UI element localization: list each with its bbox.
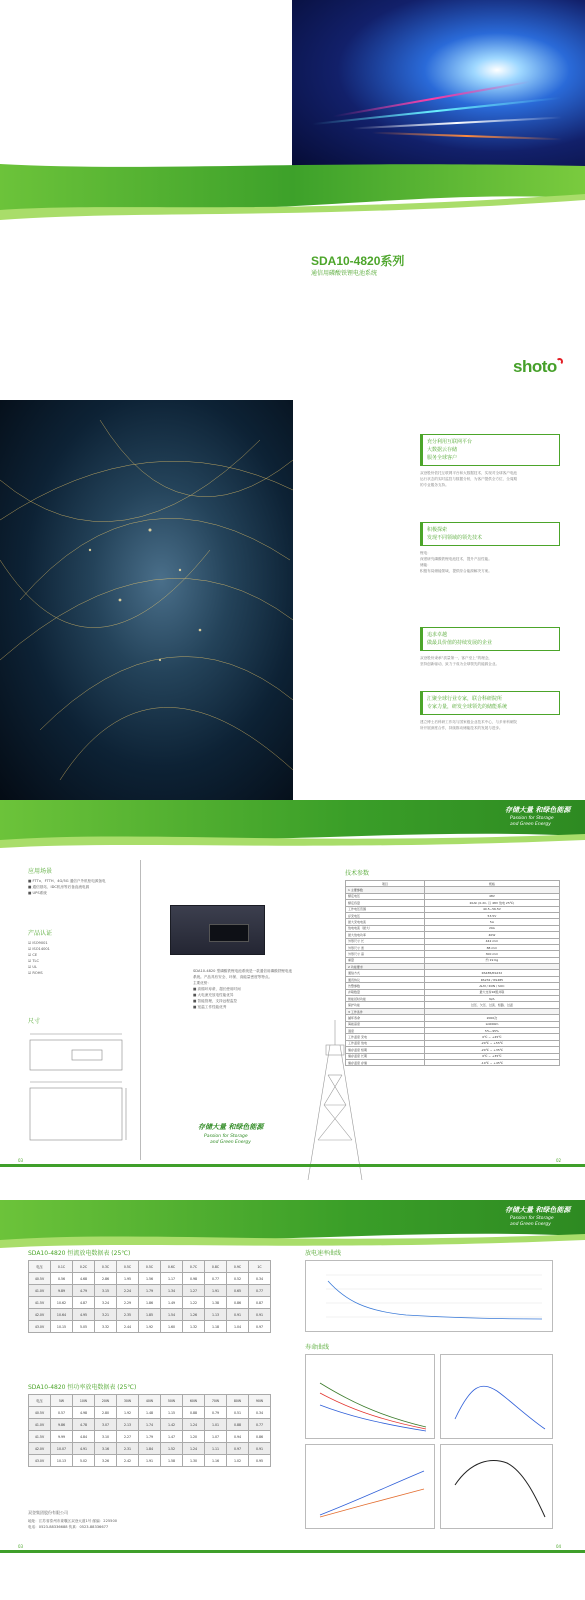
table-cell: 1.22 (183, 1297, 205, 1309)
header-cell: 0.7C (183, 1261, 205, 1273)
spec-header-value: 规格 (424, 881, 559, 887)
table-cell: 1.49 (161, 1297, 183, 1309)
product-subtitle: 通信用磷酸铁锂电池系统 (311, 270, 378, 277)
spec-key: 智能延时功能 (346, 996, 425, 1002)
slogan-en-2-2: and Green Energy (510, 1222, 551, 1227)
table-cell: 3.15 (95, 1285, 117, 1297)
spec-key: 工作电压范围 (346, 906, 425, 912)
table-cell: 1.92 (139, 1321, 161, 1333)
table-cell: 0.77 (249, 1419, 271, 1431)
spec-value: ≤4000m (424, 1021, 559, 1027)
table-cell: 41.0V (29, 1419, 51, 1431)
table-cell: 43.0V (29, 1455, 51, 1467)
header-cell: 80W (227, 1395, 249, 1407)
table-cell: 1.24 (183, 1419, 205, 1431)
slogan-en-2: and Green Energy (510, 822, 551, 827)
table-cell: 2.35 (117, 1309, 139, 1321)
table-cell: 2.42 (117, 1455, 139, 1467)
spec-key: 外形尺寸 高 (346, 951, 425, 957)
green-wave-banner (0, 150, 585, 220)
table-cell: 1.24 (183, 1443, 205, 1455)
header-cell: 40W (139, 1395, 161, 1407)
table-row (29, 1455, 271, 1467)
life-curve-lines-2 (306, 1445, 434, 1528)
table-cell: 43.0V (29, 1321, 51, 1333)
spec-value: 48V (424, 893, 559, 899)
table-cell: 1.34 (161, 1285, 183, 1297)
table-row (29, 1321, 271, 1333)
header-cell: 60W (183, 1395, 205, 1407)
header-cell: 电压 (29, 1395, 51, 1407)
spec-value: 88 mm (424, 944, 559, 950)
feature-block-2 (420, 522, 560, 574)
spec-key: 湿度 (346, 1027, 425, 1033)
table-cell: 1.47 (161, 1431, 183, 1443)
table-cell: 3.07 (95, 1419, 117, 1431)
table-cell: 4.91 (73, 1443, 95, 1455)
header-cell: 0.5C (117, 1261, 139, 1273)
spec-key: 3 工作条件 (346, 1008, 425, 1014)
table-header-row (29, 1395, 271, 1407)
feature-2-text: 锂电： 深度研究磷酸铁锂电池技术，提升产品性能。 储能： 积极布局储能领域，提供综合能源解决方案。 (420, 551, 492, 573)
table-cell: 4.84 (73, 1431, 95, 1443)
table-cell: 1.32 (183, 1321, 205, 1333)
table-cell: 42.0V (29, 1443, 51, 1455)
header-cell: 0.5C (139, 1261, 161, 1273)
header-cell: 5W (51, 1395, 73, 1407)
table-cell: 1.86 (139, 1297, 161, 1309)
column-divider (140, 860, 141, 1160)
table-row (29, 1285, 271, 1297)
spec-value: 20A (424, 925, 559, 931)
table-cell: 0.86 (227, 1297, 249, 1309)
table-cell: 1.11 (205, 1443, 227, 1455)
table-cell: 1.26 (183, 1309, 205, 1321)
table-cell: 2.31 (117, 1443, 139, 1455)
table-cell: 0.65 (227, 1285, 249, 1297)
table-cell: 1.30 (183, 1455, 205, 1467)
cp-table-title: SDA10-4820 恒功率放电数据表 (25℃) (28, 1384, 137, 1391)
spec-value: 约 19 Kg (424, 957, 559, 963)
spec-key: 储存温度 长期 (346, 1053, 425, 1059)
spec-value: N/A (424, 996, 559, 1002)
table-header-row (29, 1261, 271, 1273)
spec-value: 过压、欠压、过流、短路、过温 (424, 1002, 559, 1008)
intro-page (0, 400, 585, 800)
table-cell: 3.16 (95, 1443, 117, 1455)
table-cell: 40.5V (29, 1273, 51, 1285)
spec-key: 浮充电压 (346, 912, 425, 918)
table-cell: 1.92 (117, 1407, 139, 1419)
spec-value: 300 mm (424, 951, 559, 957)
header-cell: 20W (95, 1395, 117, 1407)
table-cell: 10.64 (51, 1309, 73, 1321)
table-cell: 0.91 (249, 1309, 271, 1321)
table-cell: 0.57 (51, 1407, 73, 1419)
spec-key: 告警参数 (346, 983, 425, 989)
table-cell: 1.91 (139, 1455, 161, 1467)
table-cell: 1.84 (139, 1443, 161, 1455)
product-title: SDA10-4820系列 (311, 254, 405, 268)
header-cell: 0.9C (227, 1261, 249, 1273)
spec-key: 最大放电功率 (346, 932, 425, 938)
spec-value: -20℃ ~ +35℃ (424, 1047, 559, 1053)
discharge-rate-chart (305, 1260, 553, 1332)
footer-bar (0, 1164, 585, 1167)
table-cell: 1.54 (161, 1309, 183, 1321)
cc-table-title: SDA10-4820 恒流放电数据表 (25℃) (28, 1250, 131, 1257)
table-cell: 41.0V (29, 1285, 51, 1297)
table-cell: 0.87 (249, 1297, 271, 1309)
spec-key: 重量 (346, 957, 425, 963)
table-cell: 1.60 (161, 1321, 183, 1333)
spec-key: 循环寿命 (346, 1015, 425, 1021)
table-cell: 1.52 (161, 1443, 183, 1455)
table-cell: 1.15 (161, 1407, 183, 1419)
table-cell: 1.42 (161, 1419, 183, 1431)
table-cell: 0.95 (249, 1455, 271, 1467)
spec-value: 40W (424, 932, 559, 938)
table-cell: 3.24 (95, 1297, 117, 1309)
spec-key: 储存温度 存储 (346, 1059, 425, 1065)
logo-mark-icon (556, 358, 563, 365)
table-cell: 0.97 (227, 1443, 249, 1455)
table-cell: 0.51 (227, 1407, 249, 1419)
spec-value: 40.5~56.5V (424, 906, 559, 912)
table-cell: 1.27 (183, 1285, 205, 1297)
table-cell: 1.18 (205, 1321, 227, 1333)
spec-key: 外形尺寸 宽 (346, 944, 425, 950)
cover-page (0, 0, 585, 400)
table-cell: 10.62 (51, 1297, 73, 1309)
spec-value: ALM / RUN / SOC (424, 983, 559, 989)
product-description: SDA10-4820 型磷酸铁锂电池系统是一款通信用磷酸铁锂电池 系统。产品具有安全、环保、高能量密度等特点。 主要优势： ■ 高循环寿命，超长使用时间 ■ 大电流充放电性能优异 ■ 智能管理，支持远程监控 ■ 宽温工作性能优秀 (193, 969, 293, 1009)
table-cell: 0.91 (227, 1309, 249, 1321)
spec-key: 外形尺寸 长 (346, 938, 425, 944)
table-cell: 4.95 (73, 1309, 95, 1321)
footer-bar-2 (0, 1550, 585, 1553)
page-number-right: 02 (556, 1158, 562, 1163)
table-cell: 0.77 (249, 1285, 271, 1297)
life-curve-chart-2 (305, 1444, 435, 1529)
constant-current-table (28, 1260, 271, 1333)
spec-page (0, 800, 585, 1200)
company-address: 地址：江苏省泰州市姜堰区双登大道1号 邮编：225500 电话：0523-88336688 传真：0523-88336677 (28, 1519, 118, 1529)
spec-key: 2 功能要求 (346, 964, 425, 970)
feature-4-text: 建立博士后科研工作站与国家级企业技术中心，与多家科研院 所开展深度合作，持续推动储能技术的发展与进步。 (420, 720, 518, 730)
header-cell: 70W (205, 1395, 227, 1407)
table-cell: 4.78 (73, 1419, 95, 1431)
spec-key: 工作温度 放电 (346, 1040, 425, 1046)
table-row (29, 1407, 271, 1419)
table-cell: 2.13 (117, 1419, 139, 1431)
slogan-en-2-1: Passion for Storage (510, 1216, 554, 1221)
table-row (29, 1419, 271, 1431)
table-cell: 0.79 (205, 1407, 227, 1419)
table-cell: 0.86 (249, 1431, 271, 1443)
spec-key: 海拔高度 (346, 1021, 425, 1027)
header-cell: 90W (249, 1395, 271, 1407)
table-cell: 1.48 (139, 1407, 161, 1419)
earth-network-photo (0, 400, 293, 800)
page-number-left-2: 03 (18, 1544, 24, 1549)
spec-value: 0℃ ~ +35℃ (424, 1053, 559, 1059)
table-cell: 0.34 (249, 1273, 271, 1285)
table-cell: 3.21 (95, 1309, 117, 1321)
table-row (29, 1309, 271, 1321)
spec-value: 0℃ ~ +45℃ (424, 1034, 559, 1040)
certification-title: 产品认证 (28, 930, 53, 937)
spec-value: 20Ah (0.2C, 以 48V 放电 25℃) (424, 900, 559, 906)
certification-list: ☑ ISO9001 ☑ ISO14001 ☑ CE ☑ TLC ☑ UL ☑ ROHS (28, 941, 50, 975)
spec-value: -20℃ ~ +55℃ (424, 1040, 559, 1046)
table-cell: 1.17 (161, 1273, 183, 1285)
company-name: 双登集团股份有限公司 (28, 1510, 68, 1515)
table-cell: 1.91 (205, 1285, 227, 1297)
table-row (29, 1443, 271, 1455)
spec-value: 5%~95% (424, 1027, 559, 1033)
table-row (29, 1273, 271, 1285)
page-number-left: 03 (18, 1158, 24, 1163)
table-cell: 1.04 (227, 1321, 249, 1333)
table-cell: 0.88 (227, 1419, 249, 1431)
spec-key: 储存温度 短期 (346, 1047, 425, 1053)
table-row (29, 1297, 271, 1309)
page3-slogan-en-2: and Green Energy (210, 1140, 251, 1145)
spec-key: 放电电流（最大） (346, 925, 425, 931)
table-cell: 1.01 (205, 1419, 227, 1431)
table-cell: 1.02 (227, 1455, 249, 1467)
temperature-life-curve (441, 1445, 552, 1528)
table-cell: 2.29 (117, 1297, 139, 1309)
feature-4-heading: 汇聚全球行业专家，联合科研院所 专家力量，研发全球领先的储能系统 (420, 691, 560, 715)
application-list: ■ FTTx、FTTH、4G/5G 通信户外机柜电源备电 ■ 通信基站、IDC机房等后备直流电源 ■ UPS系统 (28, 879, 106, 895)
spec-value: 2000次 (424, 1015, 559, 1021)
header-cell: 1C (249, 1261, 271, 1273)
spec-key: 通讯协议 (346, 976, 425, 982)
table-cell: 0.56 (51, 1273, 73, 1285)
constant-power-table (28, 1394, 271, 1467)
table-cell: 5.02 (73, 1455, 95, 1467)
table-cell: 5.05 (73, 1321, 95, 1333)
discharge-rate-curve (306, 1261, 552, 1331)
table-cell: 3.32 (95, 1321, 117, 1333)
table-cell: 2.24 (117, 1285, 139, 1297)
spec-header-item: 项目 (346, 881, 425, 887)
table-cell: 0.52 (227, 1273, 249, 1285)
page-number-right-2: 04 (556, 1544, 562, 1549)
table-cell: 10.07 (51, 1443, 73, 1455)
table-cell: 1.07 (205, 1431, 227, 1443)
table-cell: 40.5V (29, 1407, 51, 1419)
spec-value: RS232 / RS485 (424, 976, 559, 982)
table-cell: 10.13 (51, 1455, 73, 1467)
table-cell: 4.79 (73, 1285, 95, 1297)
table-row (29, 1431, 271, 1443)
header-cell: 电压 (29, 1261, 51, 1273)
feature-1-heading: 充分利用互联网平台 大数据云存储 服务全球客户 (420, 434, 560, 466)
spec-key: 并联数量 (346, 989, 425, 995)
header-cell: 10W (73, 1395, 95, 1407)
green-wave-header (0, 800, 585, 850)
spec-key: 最大充电电流 (346, 919, 425, 925)
spec-value: -10℃ ~ +45℃ (424, 1059, 559, 1065)
header-cell: 0.8C (205, 1261, 227, 1273)
device-front-panel (209, 924, 249, 942)
table-cell: 2.80 (95, 1407, 117, 1419)
table-cell: 9.89 (51, 1285, 73, 1297)
table-cell: 1.79 (139, 1431, 161, 1443)
header-cell: 30W (117, 1395, 139, 1407)
feature-block-3 (420, 627, 560, 667)
spec-value: 53.5V (424, 912, 559, 918)
table-cell: 42.0V (29, 1309, 51, 1321)
spec-value: 最大支持16组并联 (424, 989, 559, 995)
table-cell: 0.34 (249, 1407, 271, 1419)
network-lines (0, 400, 293, 800)
page3-slogan-en-1: Passion for Storage (204, 1134, 248, 1139)
tech-spec-title: 技术参数 (345, 870, 370, 877)
header-cell: 50W (161, 1395, 183, 1407)
table-cell: 1.74 (139, 1419, 161, 1431)
table-cell: 1.13 (205, 1309, 227, 1321)
table-cell: 0.88 (183, 1407, 205, 1419)
table-cell: 1.56 (139, 1273, 161, 1285)
table-cell: 2.27 (117, 1431, 139, 1443)
feature-3-heading: 追求卓越 做最具价值的持续发展的企业 (420, 627, 560, 651)
table-cell: 0.98 (183, 1273, 205, 1285)
slogan-en-1: Passion for Storage (510, 816, 554, 821)
feature-block-1 (420, 434, 560, 488)
dimension-drawing (22, 1028, 130, 1146)
spec-key: 额定电压 (346, 893, 425, 899)
page3-slogan-cn: 存储大量 和绿色能源 (198, 1123, 264, 1131)
life-curve-chart-1 (305, 1354, 435, 1439)
feature-3-text: 双登股份秉承“质量第一，客户至上”的理念， 坚持创新驱动，致力于成为全球领先的能源企业。 (420, 656, 500, 666)
table-cell: 1.58 (161, 1455, 183, 1467)
temperature-life-chart (440, 1444, 553, 1529)
table-cell: 2.44 (117, 1321, 139, 1333)
temperature-capacity-curve (441, 1355, 552, 1438)
table-cell: 4.68 (73, 1273, 95, 1285)
table-cell: 9.99 (51, 1431, 73, 1443)
temperature-capacity-chart (440, 1354, 553, 1439)
application-title: 应用场景 (28, 868, 53, 875)
spec-row (346, 1059, 560, 1065)
header-cell: 0.1C (51, 1261, 73, 1273)
spec-value: RS485/RS232 (424, 970, 559, 976)
cover-city-photo (292, 0, 585, 175)
table-cell: 2.86 (95, 1273, 117, 1285)
spec-key: 额定容量 (346, 900, 425, 906)
battery-unit-image (170, 905, 265, 955)
spec-value: 5A (424, 919, 559, 925)
table-cell: 1.20 (183, 1431, 205, 1443)
feature-2-heading: 积极探索 发现不同领域的领先技术 (420, 522, 560, 546)
table-cell: 41.5V (29, 1431, 51, 1443)
spec-key: 保护功能 (346, 1002, 425, 1008)
header-cell: 0.2C (73, 1261, 95, 1273)
spec-table (345, 880, 560, 1066)
table-cell: 3.26 (95, 1455, 117, 1467)
green-wave-header-2 (0, 1200, 585, 1250)
table-cell: 1.79 (139, 1285, 161, 1297)
table-cell: 9.86 (51, 1419, 73, 1431)
table-cell: 0.94 (227, 1431, 249, 1443)
table-cell: 0.77 (205, 1273, 227, 1285)
table-cell: 1.38 (205, 1297, 227, 1309)
spec-key: 工作温度 充电 (346, 1034, 425, 1040)
table-cell: 1.95 (117, 1273, 139, 1285)
feature-1-text: 双登股份依托互联网平台和大数据技术，实现对全球客户电池 运行状态的实时监控与数据分析，为客户提供全方位、全周期 的专业服务支持。 (420, 471, 518, 487)
shoto-logo: shoto (513, 357, 557, 376)
spec-key: 通信方式 (346, 970, 425, 976)
table-cell: 1.16 (205, 1455, 227, 1467)
header-cell: 0.6C (161, 1261, 183, 1273)
life-chart-title: 寿命曲线 (305, 1344, 330, 1351)
table-cell: 0.97 (249, 1321, 271, 1333)
spec-key: 1 主要参数 (346, 887, 425, 893)
dimension-title: 尺寸 (28, 1018, 41, 1025)
header-cell: 0.3C (95, 1261, 117, 1273)
slogan-cn-2: 存储大量 和绿色能源 (505, 1206, 571, 1214)
table-cell: 0.91 (249, 1443, 271, 1455)
life-curve-lines-1 (306, 1355, 434, 1438)
feature-block-4 (420, 691, 560, 731)
table-cell: 4.87 (73, 1297, 95, 1309)
discharge-chart-title: 放电速率曲线 (305, 1250, 342, 1257)
slogan-cn: 存储大量 和绿色能源 (505, 806, 571, 814)
table-cell: 1.85 (139, 1309, 161, 1321)
spec-value: 442 mm (424, 938, 559, 944)
data-page (0, 1200, 585, 1600)
table-cell: 41.5V (29, 1297, 51, 1309)
table-cell: 10.15 (51, 1321, 73, 1333)
table-cell: 3.10 (95, 1431, 117, 1443)
table-cell: 4.98 (73, 1407, 95, 1419)
